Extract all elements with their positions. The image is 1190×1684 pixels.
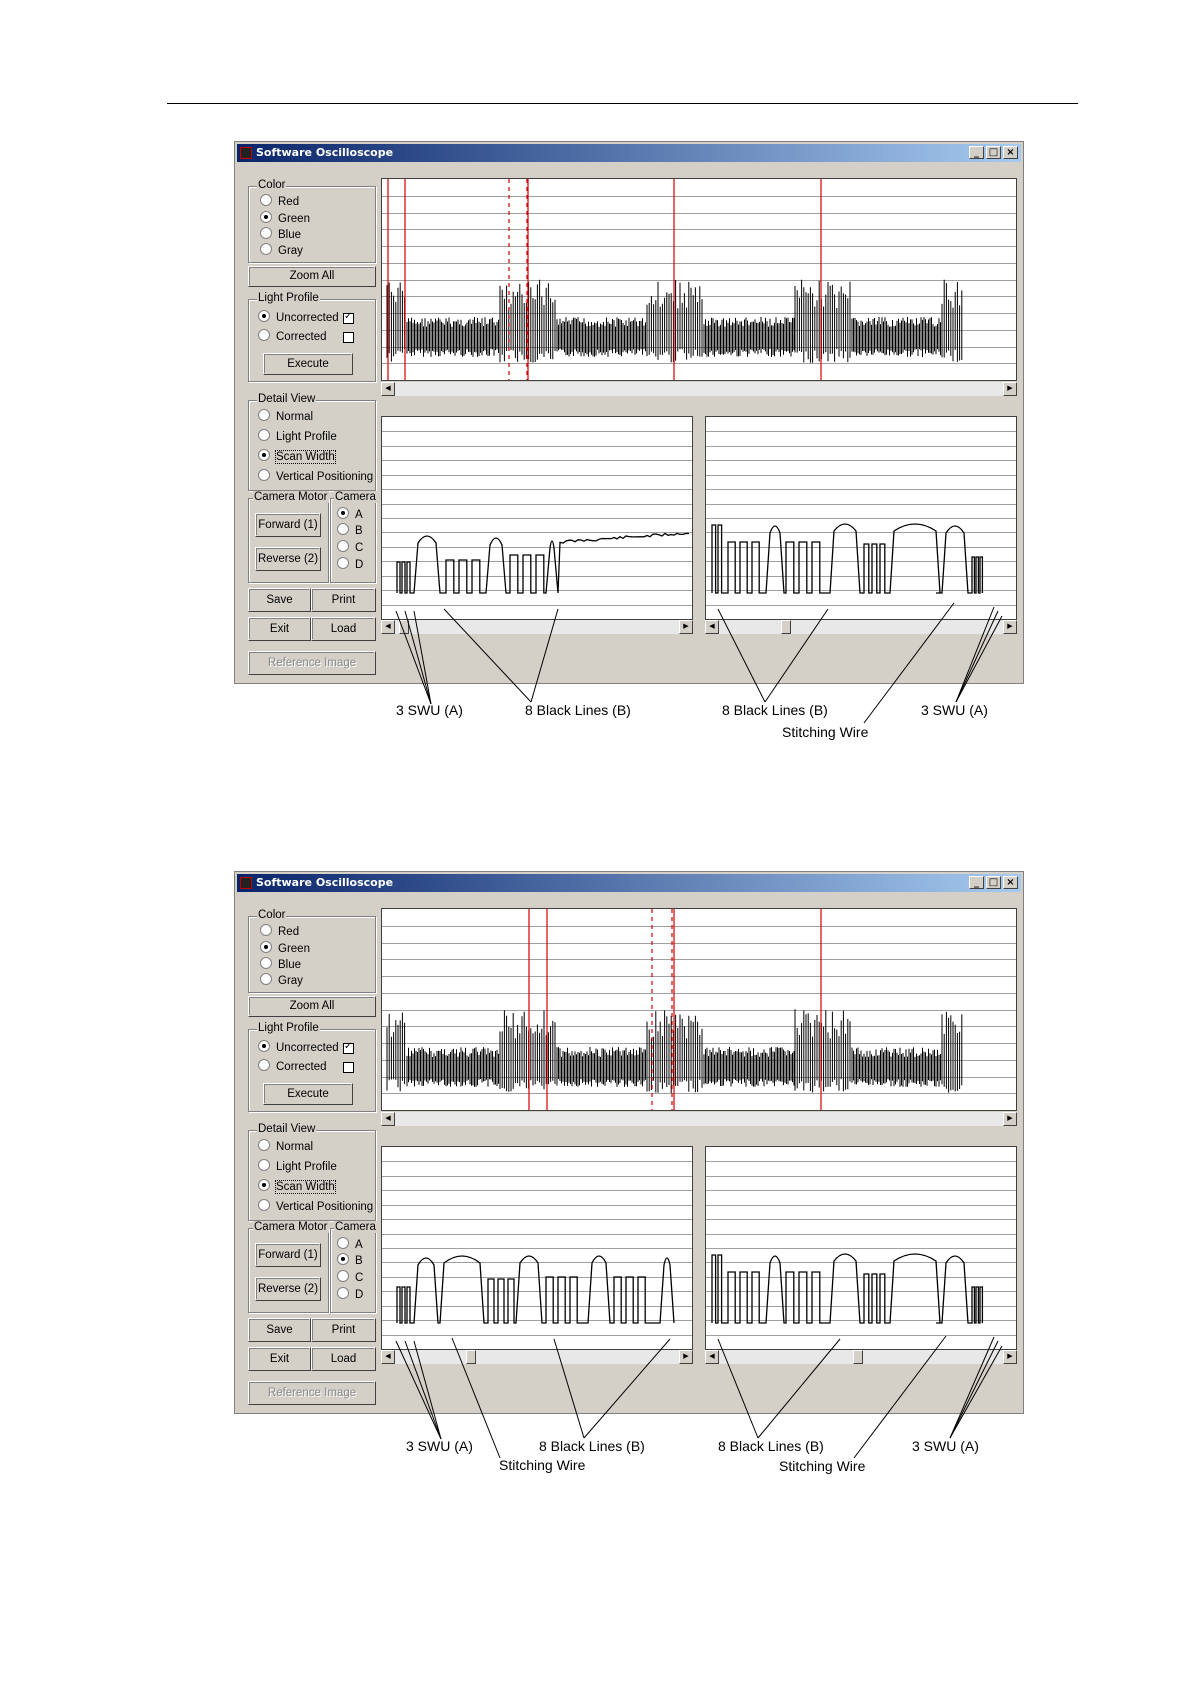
annotation-label: Stitching Wire [782, 724, 869, 740]
radio-green[interactable]: Green [260, 211, 310, 226]
radio-camera-b[interactable]: B [337, 523, 363, 538]
annotation-label: Stitching Wire [499, 1457, 586, 1473]
oscilloscope-window [234, 871, 1024, 1414]
radio-corrected[interactable]: Corrected [258, 1059, 327, 1074]
detail-trace-right [706, 1147, 1016, 1349]
detail-waveform [712, 524, 982, 593]
corrected-checkbox[interactable] [343, 1062, 354, 1073]
detail-trace-left [382, 1147, 692, 1349]
radio-light-profile[interactable]: Light Profile [258, 429, 337, 444]
detail-right-scrollbar[interactable] [705, 620, 1017, 634]
scroll-left-icon[interactable]: ◀ [381, 1112, 395, 1126]
load-button[interactable]: Load [311, 617, 376, 641]
scroll-thumb[interactable] [781, 620, 791, 634]
page-header-rule [167, 103, 1078, 104]
scroll-right-icon[interactable]: ▶ [1003, 382, 1017, 396]
forward-button[interactable]: Forward (1) [255, 1243, 321, 1267]
scroll-right-icon[interactable]: ▶ [679, 620, 693, 634]
radio-scan-width[interactable]: Scan Width [258, 449, 335, 464]
radio-camera-a[interactable]: A [337, 507, 363, 522]
radio-corrected[interactable]: Corrected [258, 329, 327, 344]
radio-gray[interactable]: Gray [260, 973, 303, 988]
save-button[interactable]: Save [248, 588, 311, 612]
reverse-button[interactable]: Reverse (2) [255, 1277, 321, 1301]
annotation-label: 3 SWU (A) [912, 1438, 979, 1454]
uncorrected-checkbox[interactable] [343, 1043, 354, 1054]
camera-legend: Camera [335, 491, 376, 503]
screenshot-figure-2 [234, 871, 1024, 1475]
detail-right-scrollbar[interactable] [705, 1350, 1017, 1364]
overview-trace [382, 179, 1016, 380]
reverse-button[interactable]: Reverse (2) [255, 547, 321, 571]
radio-camera-c[interactable]: C [337, 1270, 363, 1285]
camera-motor-legend: Camera Motor [254, 1221, 328, 1233]
light-profile-group [248, 1022, 376, 1112]
camera-motor-group [248, 491, 329, 583]
light-profile-legend: Light Profile [258, 1022, 319, 1034]
annotation-label: 8 Black Lines (B) [539, 1438, 645, 1454]
title-bar[interactable] [237, 144, 1021, 162]
radio-camera-c[interactable]: C [337, 540, 363, 555]
color-group-legend: Color [258, 179, 286, 191]
print-button[interactable]: Print [311, 1318, 376, 1342]
camera-motor-legend: Camera Motor [254, 491, 328, 503]
exit-button[interactable]: Exit [248, 617, 311, 641]
camera-motor-group [248, 1221, 329, 1313]
radio-vertical-positioning[interactable]: Vertical Positioning [258, 469, 373, 484]
exit-button[interactable]: Exit [248, 1347, 311, 1371]
radio-uncorrected[interactable]: Uncorrected [258, 1040, 339, 1055]
reference-image-button[interactable]: Reference Image [248, 651, 376, 675]
scroll-thumb[interactable] [466, 1350, 476, 1364]
scroll-left-icon[interactable]: ◀ [705, 1350, 719, 1364]
detail-view-group [248, 1123, 376, 1221]
detail-trace-right [706, 417, 1016, 619]
detail-left-scrollbar[interactable] [381, 1350, 693, 1364]
overview-trace [382, 909, 1016, 1110]
radio-red[interactable]: Red [260, 194, 299, 209]
annotation-label: 3 SWU (A) [406, 1438, 473, 1454]
radio-camera-a[interactable]: A [337, 1237, 363, 1252]
color-group [248, 909, 376, 993]
detail-waveform [397, 1256, 674, 1323]
detail-plot-right[interactable] [705, 416, 1017, 620]
app-icon [240, 877, 252, 889]
load-button[interactable]: Load [311, 1347, 376, 1371]
scroll-left-icon[interactable]: ◀ [705, 620, 719, 634]
radio-gray[interactable]: Gray [260, 243, 303, 258]
radio-normal[interactable]: Normal [258, 1139, 313, 1154]
zoom-all-button[interactable]: Zoom All [248, 996, 376, 1017]
window-title: Software Oscilloscope [256, 876, 394, 889]
minimize-button[interactable]: _ [969, 146, 984, 159]
camera-legend: Camera [335, 1221, 376, 1233]
scroll-left-icon[interactable]: ◀ [381, 620, 395, 634]
app-icon [240, 147, 252, 159]
light-profile-group [248, 292, 376, 382]
minimize-button[interactable]: _ [969, 876, 984, 889]
scroll-thumb[interactable] [853, 1350, 863, 1364]
annotation-label: 3 SWU (A) [921, 702, 988, 718]
zoom-all-button[interactable]: Zoom All [248, 266, 376, 287]
scroll-right-icon[interactable]: ▶ [1003, 620, 1017, 634]
camera-group [330, 1221, 376, 1313]
radio-blue[interactable]: Blue [260, 957, 301, 972]
scroll-left-icon[interactable]: ◀ [381, 382, 395, 396]
radio-blue[interactable]: Blue [260, 227, 301, 242]
radio-vertical-positioning[interactable]: Vertical Positioning [258, 1199, 373, 1214]
detail-trace-left [382, 417, 692, 619]
print-button[interactable]: Print [311, 588, 376, 612]
annotation-label: 3 SWU (A) [396, 702, 463, 718]
radio-camera-d[interactable]: D [337, 557, 363, 572]
detail-plot-left[interactable] [381, 416, 693, 620]
uncorrected-checkbox[interactable] [343, 313, 354, 324]
radio-light-profile[interactable]: Light Profile [258, 1159, 337, 1174]
overview-waveform [387, 280, 1016, 363]
detail-view-legend: Detail View [258, 1123, 316, 1135]
maximize-button[interactable]: □ [986, 876, 1001, 889]
overview-scrollbar[interactable] [381, 382, 1017, 396]
window-title: Software Oscilloscope [256, 146, 394, 159]
color-group-legend: Color [258, 909, 286, 921]
camera-group [330, 491, 376, 583]
annotation-label: 8 Black Lines (B) [722, 702, 828, 718]
screenshot-figure-1 [234, 141, 1024, 745]
execute-button[interactable]: Execute [263, 353, 353, 375]
detail-waveform [712, 1254, 982, 1323]
radio-camera-d[interactable]: D [337, 1287, 363, 1302]
detail-view-legend: Detail View [258, 393, 316, 405]
scroll-thumb[interactable] [399, 620, 409, 634]
scroll-left-icon[interactable]: ◀ [381, 1350, 395, 1364]
detail-left-scrollbar[interactable] [381, 620, 693, 634]
radio-normal[interactable]: Normal [258, 409, 313, 424]
overview-scrollbar[interactable] [381, 1112, 1017, 1126]
overview-plot[interactable] [381, 908, 1017, 1111]
radio-red[interactable]: Red [260, 924, 299, 939]
annotation-label: 8 Black Lines (B) [718, 1438, 824, 1454]
annotation-label: 8 Black Lines (B) [525, 702, 631, 718]
corrected-checkbox[interactable] [343, 332, 354, 343]
reference-image-button[interactable]: Reference Image [248, 1381, 376, 1405]
save-button[interactable]: Save [248, 1318, 311, 1342]
oscilloscope-window [234, 141, 1024, 684]
radio-camera-b[interactable]: B [337, 1253, 363, 1268]
execute-button[interactable]: Execute [263, 1083, 353, 1105]
overview-plot[interactable] [381, 178, 1017, 381]
radio-uncorrected[interactable]: Uncorrected [258, 310, 339, 325]
title-bar[interactable] [237, 874, 1021, 892]
detail-plot-left[interactable] [381, 1146, 693, 1350]
detail-waveform [397, 533, 689, 593]
scroll-right-icon[interactable]: ▶ [1003, 1350, 1017, 1364]
detail-plot-right[interactable] [705, 1146, 1017, 1350]
forward-button[interactable]: Forward (1) [255, 513, 321, 537]
maximize-button[interactable]: □ [986, 146, 1001, 159]
color-group [248, 179, 376, 263]
overview-waveform [387, 1009, 1016, 1093]
detail-view-group [248, 393, 376, 491]
scroll-right-icon[interactable]: ▶ [679, 1350, 693, 1364]
close-button[interactable]: × [1003, 876, 1018, 889]
scroll-right-icon[interactable]: ▶ [1003, 1112, 1017, 1126]
light-profile-legend: Light Profile [258, 292, 319, 304]
radio-green[interactable]: Green [260, 941, 310, 956]
radio-scan-width[interactable]: Scan Width [258, 1179, 335, 1194]
close-button[interactable]: × [1003, 146, 1018, 159]
annotation-label: Stitching Wire [779, 1458, 866, 1474]
